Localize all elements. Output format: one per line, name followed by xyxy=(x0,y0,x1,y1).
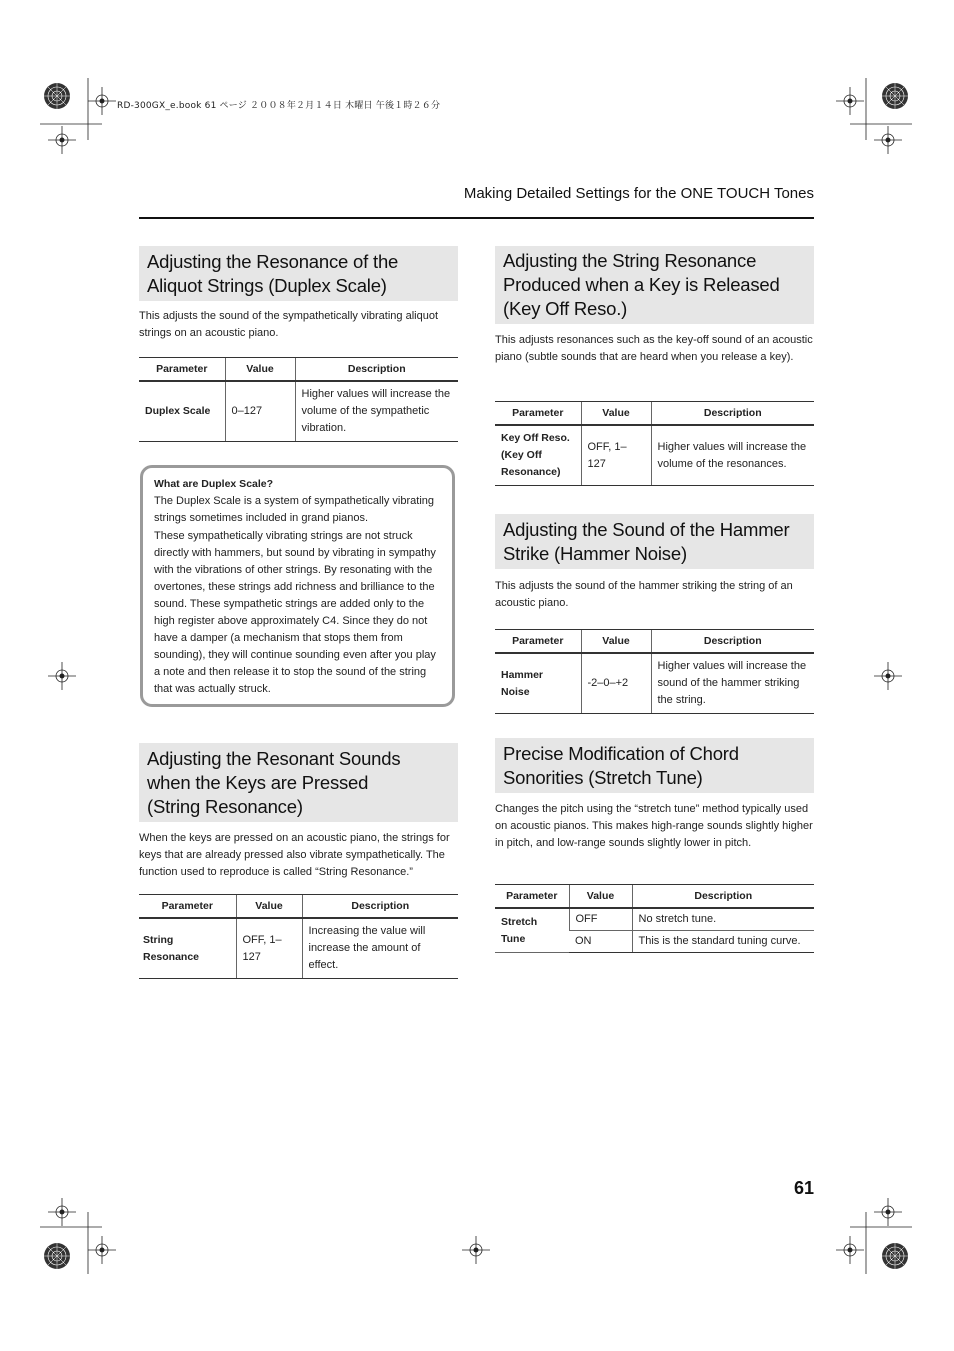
parameter-value: ON xyxy=(569,931,632,953)
column-header-value: Value xyxy=(569,885,632,909)
column-header-description: Description xyxy=(302,895,458,919)
note-paragraph: The Duplex Scale is a system of sympathetically vibrating strings sometimes included in grand pianos. xyxy=(154,495,435,524)
running-head: Making Detailed Settings for the ONE TOUCH Tones xyxy=(463,185,814,202)
table-row xyxy=(495,425,814,486)
hammer-intro: This adjusts the sound of the hammer striking the string of an acoustic piano. xyxy=(495,580,793,609)
key-off-table xyxy=(495,401,814,486)
column-header-parameter: Parameter xyxy=(139,358,225,382)
key-off-intro: This adjusts resonances such as the key-off sound of an acoustic piano (subtle sounds that are heard when you release a key). xyxy=(495,334,813,363)
hammer-table xyxy=(495,629,814,714)
column-header-value: Value xyxy=(581,402,651,426)
table-row xyxy=(139,381,458,442)
section-title: Adjusting the String Resonance Produced when a Key is Released (Key Off Reso.) xyxy=(503,250,780,319)
section-key-off-reso xyxy=(495,246,814,324)
column-header-parameter: Parameter xyxy=(495,885,569,909)
section-title: Adjusting the Resonant Sounds when the Keys are Pressed (String Resonance) xyxy=(147,747,401,817)
duplex-intro: This adjusts the sound of the sympathetically vibrating aliquot strings on an acoustic piano. xyxy=(139,310,438,339)
parameter-description: No stretch tune. xyxy=(632,908,814,931)
parameter-value: 0–127 xyxy=(225,381,295,442)
section-hammer-noise xyxy=(495,514,814,569)
table-row xyxy=(495,908,814,931)
stretch-intro: Changes the pitch using the “stretch tune” method typically used on acoustic pianos. This makes high-range sounds slightly higher in pitch, and low-range sounds slightly lower in pitch. xyxy=(495,803,813,849)
parameter-name: Stretch Tune xyxy=(495,908,569,953)
column-header-parameter: Parameter xyxy=(139,895,236,919)
parameter-description: Higher values will increase the sound of the hammer striking the string. xyxy=(651,653,814,714)
parameter-value: -2–0–+2 xyxy=(581,653,651,714)
parameter-description: Higher values will increase the volume of the resonances. xyxy=(651,425,814,486)
parameter-description: This is the standard tuning curve. xyxy=(632,931,814,953)
column-header-description: Description xyxy=(651,402,814,426)
column-header-parameter: Parameter xyxy=(495,630,581,654)
duplex-table xyxy=(139,357,458,442)
column-header-value: Value xyxy=(225,358,295,382)
header-rule xyxy=(139,217,814,219)
string-resonance-intro: When the keys are pressed on an acoustic piano, the strings for keys that are already pressed also vibrate sympathetically. The function used to reproduce is called “String Resonance.” xyxy=(139,832,450,878)
column-header-description: Description xyxy=(295,358,458,382)
note-paragraph: These sympathetically vibrating strings are not struck directly with hammers, but sound by vibrating in sympathy with the vibrations of other strings. By resonating with the overtones, these strings add richness and brilliance to the sound. These sympathetic strings are added only to the high register above approximately C4. Since they do not have a damper (a mechanism that stops them from sounding), they will continue sounding even after you play a note and then release it to stop the sound of the string that was actually struck. xyxy=(154,530,436,695)
parameter-value: OFF, 1–127 xyxy=(581,425,651,486)
note-box-duplex-scale xyxy=(140,465,455,707)
stretch-table xyxy=(495,884,814,953)
section-stretch-tune xyxy=(495,738,814,793)
parameter-name: Duplex Scale xyxy=(139,381,225,442)
note-title: What are Duplex Scale? xyxy=(154,478,274,490)
section-duplex-scale xyxy=(139,246,458,301)
section-string-resonance xyxy=(139,743,458,822)
column-header-description: Description xyxy=(651,630,814,654)
parameter-value: OFF xyxy=(569,908,632,931)
string-resonance-table xyxy=(139,894,458,979)
parameter-name: Hammer Noise xyxy=(495,653,581,714)
section-title: Adjusting the Sound of the Hammer Strike (Hammer Noise) xyxy=(503,518,790,564)
page-number: 61 xyxy=(793,1178,814,1198)
parameter-name: Key Off Reso. (Key Off Resonance) xyxy=(495,425,581,486)
table-row xyxy=(495,653,814,714)
print-info-line: RD-300GX_e.book 61 ページ ２００８年２月１４日 木曜日 午後１時２６分 xyxy=(117,101,441,111)
section-title: Precise Modification of Chord Sonorities (Stretch Tune) xyxy=(503,742,739,788)
column-header-value: Value xyxy=(236,895,302,919)
table-row xyxy=(139,918,458,979)
parameter-name: String Resonance xyxy=(139,918,236,979)
parameter-value: OFF, 1–127 xyxy=(236,918,302,979)
parameter-description: Higher values will increase the volume of the sympathetic vibration. xyxy=(295,381,458,442)
column-header-value: Value xyxy=(581,630,651,654)
section-title: Adjusting the Resonance of the Aliquot Strings (Duplex Scale) xyxy=(147,250,399,296)
column-header-parameter: Parameter xyxy=(495,402,581,426)
parameter-description: Increasing the value will increase the amount of effect. xyxy=(302,918,458,979)
column-header-description: Description xyxy=(632,885,814,909)
